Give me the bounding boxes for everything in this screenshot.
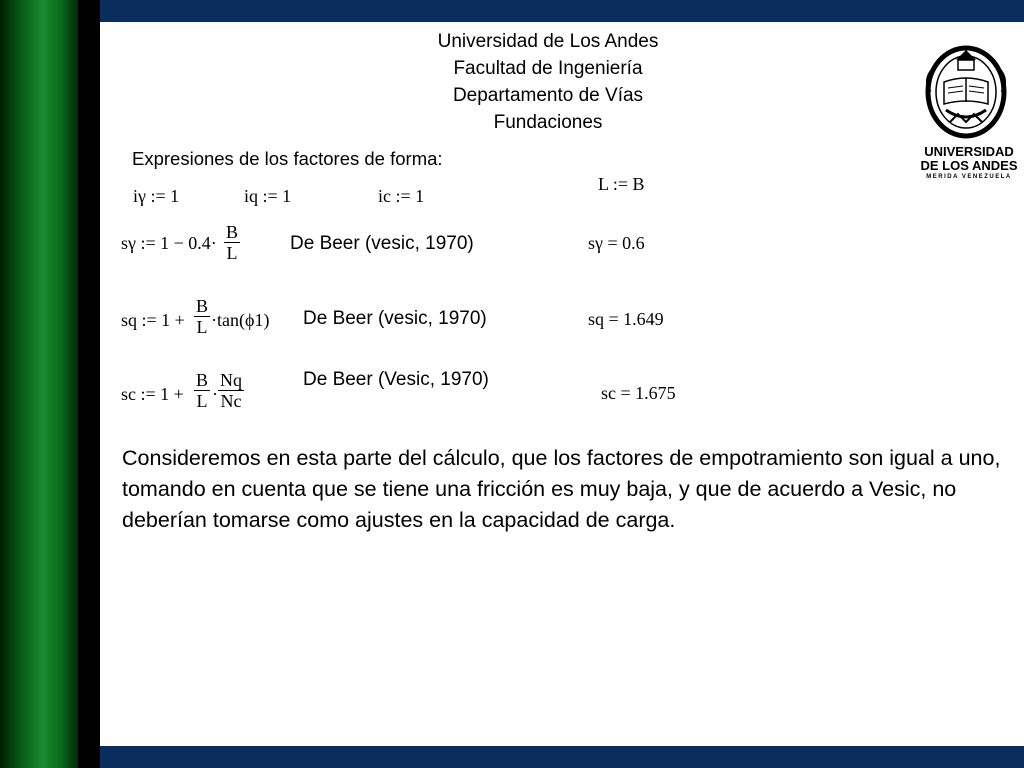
- left-black-band: [78, 0, 100, 768]
- eq-s-gamma-denominator: L: [226, 243, 238, 263]
- left-green-band: [0, 0, 78, 768]
- def-L: L := B: [598, 174, 645, 194]
- eq-s-gamma-result: sγ = 0.6: [588, 233, 645, 253]
- def-i-c: ic := 1: [378, 186, 425, 206]
- header-department: Departamento de Vías: [452, 85, 644, 106]
- eq-s-gamma-fraction: [223, 222, 241, 263]
- logo-line-1: UNIVERSIDAD: [924, 144, 1014, 159]
- eq-s-q-rhs: ·tan(ϕ1): [211, 310, 270, 330]
- logo-line-3: MERIDA VENEZUELA: [926, 174, 1012, 180]
- eq-s-c-reference: De Beer (Vesic, 1970): [303, 369, 489, 390]
- header-course: Fundaciones: [493, 112, 603, 133]
- explanation-paragraph: Consideremos en esta parte del cálculo, que los factores de empotramiento son igual a uno, tomando en cuenta que se tiene una fricción es muy baja, y que de acuerdo a Vesic, no deberían tomarse como ajustes en la capacidad de carga.: [122, 446, 1001, 532]
- eq-s-c-numerator-1: B: [195, 370, 208, 390]
- eq-s-q-fraction: [193, 296, 211, 337]
- eq-s-q-lhs: sq := 1 +: [121, 310, 185, 330]
- header-faculty: Facultad de Ingeniería: [453, 58, 643, 79]
- eq-s-c-result: sc = 1.675: [601, 383, 676, 403]
- eq-s-c-numerator-2: Nq: [220, 370, 242, 390]
- eq-s-gamma-lhs: sγ := 1 − 0.4·: [121, 233, 217, 253]
- eq-s-q-result: sq = 1.649: [588, 309, 664, 329]
- eq-s-gamma-reference: De Beer (vesic, 1970): [290, 233, 474, 254]
- eq-s-q-denominator: L: [196, 317, 208, 337]
- eq-s-gamma-numerator: B: [225, 222, 238, 242]
- university-logo: [920, 40, 1018, 180]
- bottom-bar: [100, 746, 1024, 768]
- eq-s-c-denominator-2: Nc: [220, 391, 242, 411]
- eq-s-c-denominator-1: L: [196, 391, 208, 411]
- university-seal-icon: [920, 40, 1018, 140]
- def-i-q: iq := 1: [244, 186, 292, 206]
- eq-s-c-fraction-1: [193, 370, 211, 411]
- logo-line-2: DE LOS ANDES: [920, 158, 1018, 173]
- def-i-gamma: iγ := 1: [133, 186, 180, 206]
- eq-s-q-reference: De Beer (vesic, 1970): [303, 308, 487, 329]
- eq-s-c-lhs: sc := 1 +: [121, 384, 184, 404]
- eq-s-q-numerator: B: [195, 296, 208, 316]
- eq-s-c-dot: ·: [212, 384, 218, 404]
- header-university: Universidad de Los Andes: [437, 31, 659, 52]
- top-bar: [100, 0, 1024, 22]
- eq-s-c-fraction-2: [217, 370, 245, 411]
- section-title: Expresiones de los factores de forma:: [132, 148, 443, 169]
